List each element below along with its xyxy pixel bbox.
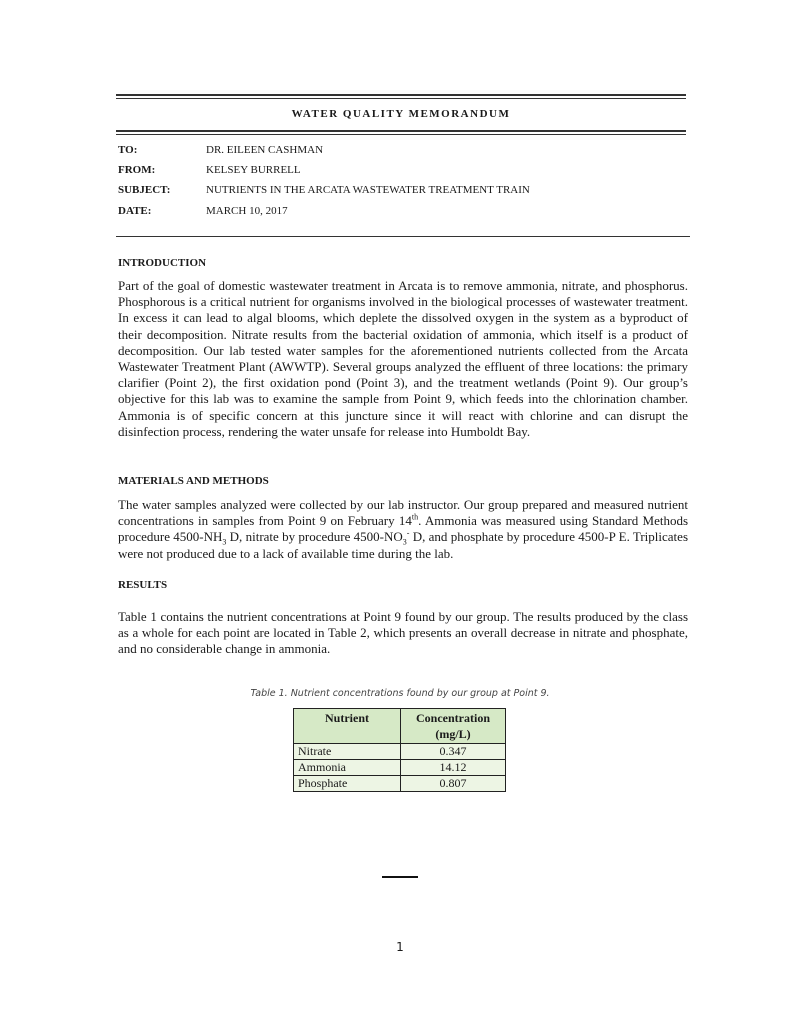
introduction-heading: INTRODUCTION xyxy=(118,257,207,269)
nutrient-table xyxy=(293,708,506,792)
methods-text-2: . Ammonia was measured using Standard Methods procedure 4500-NH xyxy=(118,513,689,545)
table-header-row xyxy=(294,709,506,744)
nutrient-value: 14.12 xyxy=(401,760,506,776)
date-value: MARCH 10, 2017 xyxy=(206,205,288,217)
methods-text-4: D, and phosphate by procedure 4500-P E. Triplicates were not produced due to a lack of available time during the lab. xyxy=(118,529,689,561)
to-value: DR. EILEEN CASHMAN xyxy=(206,144,324,156)
methods-sup-minus: - xyxy=(406,529,410,539)
page-number: 1 xyxy=(396,940,404,954)
introduction-paragraph: Part of the goal of domestic wastewater treatment in Arcata is to remove ammonia, nitrate, and phosphorus. Phosphorous is a critical nutrient for organisms involved in the biological processes of wastewater treatment. In excess it can lead to algal blooms, which deplete the dissolved oxygen in the system as a byproduct of their decomposition. Nitrate results from the bacterial oxidation of ammonia, which itself is a product of decomposition. Our lab tested water samples for the aforementioned nutrients collected from the Arcata Wastewater Treatment Plant (AWWTP). Several groups analyzed the effluent of three locations: the primary clarifier (Point 2), the first oxidation pond (Point 3), and the treatment wetlands (Point 9). Our group’s objective for this lab was to examine the sample from Point 9, which feeds into the chlorination chamber. Ammonia is of specific concern at this juncture since it will react with chlorine and can disrupt the disinfection process, rendering the water unsafe for release into Humboldt Bay. xyxy=(118,278,688,439)
title-rule-thin xyxy=(116,134,686,135)
table-row xyxy=(294,760,506,776)
results-paragraph: Table 1 contains the nutrient concentrations at Point 9 found by our group. The results produced by the class as a whole for each point are located in Table 2, which presents an overall decrease in nitrate and phosphate, and no considerable change in ammonia. xyxy=(118,609,688,657)
nutrient-name: Phosphate xyxy=(294,776,401,792)
methods-sub-no3: 3 xyxy=(402,538,407,547)
methods-text-1: The water samples analyzed were collected by our lab instructor. Our group prepared and measured nutrient concentrations in samples from Point 9 on February 14 xyxy=(118,497,688,529)
table1-caption: Table 1. Nutrient concentrations found by our group at Point 9. xyxy=(250,688,550,699)
header-nutrient: Nutrient xyxy=(294,709,401,744)
to-label: TO: xyxy=(118,144,138,156)
top-rule-thick xyxy=(116,94,686,96)
title-rule-thick xyxy=(116,130,686,132)
from-label: FROM: xyxy=(118,164,156,176)
nutrient-value: 0.807 xyxy=(401,776,506,792)
subject-value: NUTRIENTS IN THE ARCATA WASTEWATER TREATMENT TRAIN xyxy=(206,184,530,196)
nutrient-value: 0.347 xyxy=(401,744,506,760)
nutrient-name: Ammonia xyxy=(294,760,401,776)
subject-label: SUBJECT: xyxy=(118,184,171,196)
memo-title: WATER QUALITY MEMORANDUM xyxy=(291,108,511,120)
from-value: KELSEY BURRELL xyxy=(206,164,301,176)
header-concentration: Concentration (mg/L) xyxy=(401,709,506,744)
nutrient-name: Nitrate xyxy=(294,744,401,760)
methods-sub-nh3: 3 xyxy=(222,538,227,547)
footer-short-rule xyxy=(382,876,418,878)
methods-text-3: D, nitrate by procedure 4500-NO xyxy=(226,529,403,545)
header-bottom-rule xyxy=(116,236,690,237)
top-rule-thin xyxy=(116,98,686,99)
methods-sup-th: th xyxy=(411,512,419,522)
table-row xyxy=(294,776,506,792)
date-label: DATE: xyxy=(118,205,152,217)
table-row xyxy=(294,744,506,760)
results-heading: RESULTS xyxy=(118,579,168,591)
methods-paragraph xyxy=(118,497,688,562)
methods-heading: MATERIALS AND METHODS xyxy=(118,475,269,487)
